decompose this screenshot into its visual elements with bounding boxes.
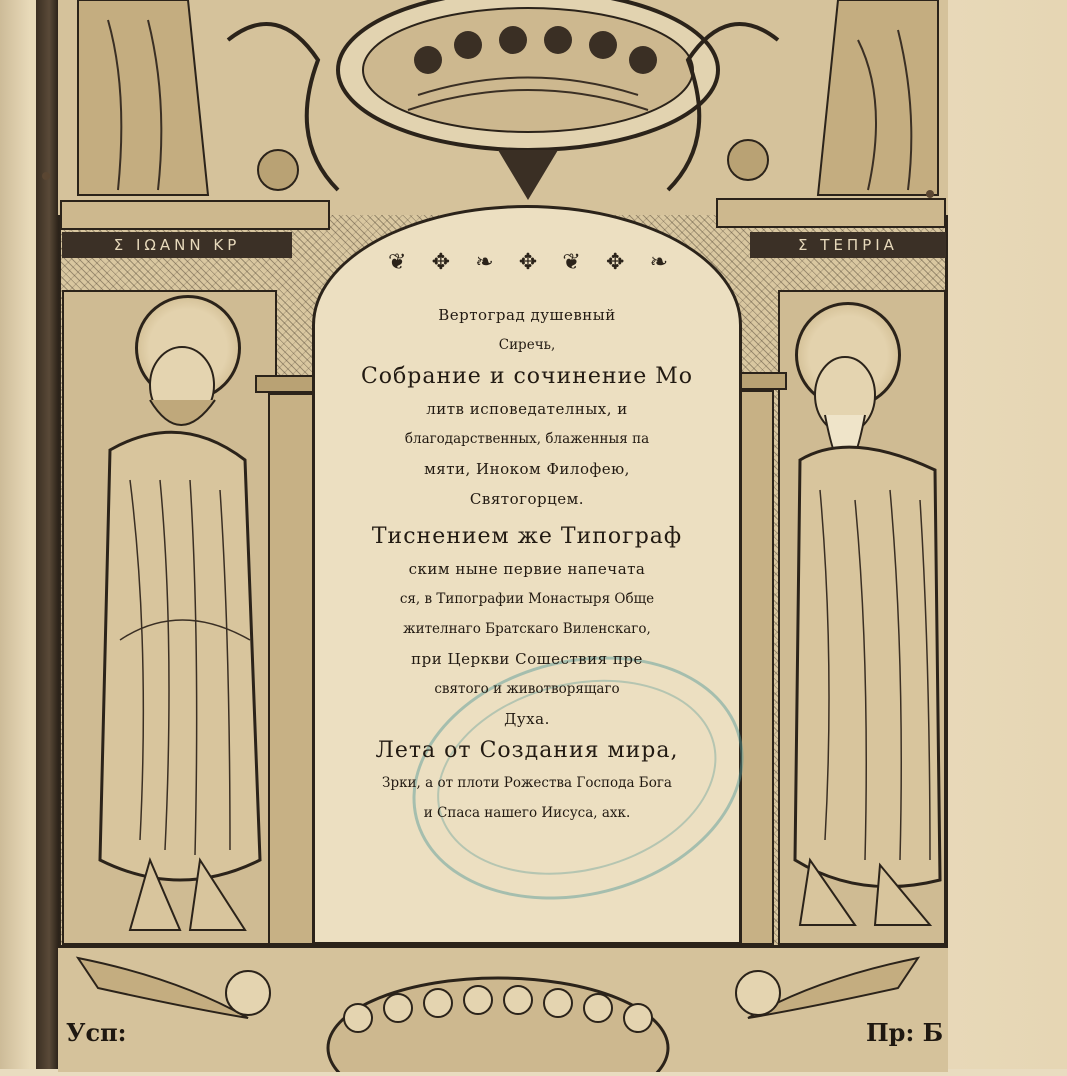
imprint-line: ся, в Типографии Монастыря Обще <box>399 591 655 607</box>
top-engraving-illustration <box>58 0 948 215</box>
arch-ornament-band <box>388 246 668 278</box>
left-lintel-label: Σ ΙΩΑΝΝ ΚΡ <box>62 232 292 258</box>
ornament-flourish-icon: ✥ <box>431 249 451 275</box>
title-line: Святогорцем. <box>469 490 585 508</box>
ornament-flourish-icon: ✥ <box>518 249 538 275</box>
imprint-line: ским ныне первие напечата <box>408 560 646 578</box>
title-line: литв исповедателных, и <box>426 400 628 418</box>
left-lintel <box>60 200 330 230</box>
title-text-block <box>328 300 726 828</box>
left-column <box>268 393 318 945</box>
wormhole-mark <box>42 172 50 180</box>
date-line: Лета от Создания мира, <box>375 738 679 763</box>
title-line: мяти, Иноком Филофею, <box>424 460 630 478</box>
imprint-line: Тиснением же Типограф <box>371 524 683 549</box>
ornament-flourish-icon: ❧ <box>475 249 494 275</box>
ornament-flourish-icon: ❧ <box>649 249 668 275</box>
signature-mark-right: Пр: Б <box>866 1018 944 1047</box>
ornament-flourish-icon: ❦ <box>388 249 407 275</box>
title-line: благодарственных, блаженныя па <box>404 431 650 447</box>
title-line: Собрание и сочинение Мо <box>360 364 694 389</box>
bottom-engraving-illustration <box>58 948 948 1072</box>
right-lintel-label: Σ ΤΕΠΡΙΑ <box>750 232 946 258</box>
right-lintel <box>716 198 946 228</box>
date-line: Зрки, а от плоти Рожества Господа Бога <box>382 775 672 791</box>
signature-mark-left: Усп: <box>66 1018 127 1047</box>
top-woodcut-band <box>58 0 948 215</box>
wormhole-mark <box>926 190 934 198</box>
ornament-flourish-icon: ❦ <box>562 249 581 275</box>
book-spine-edge <box>36 0 58 1069</box>
imprint-line: жителнаго Братскаго Виленскаго, <box>403 621 651 637</box>
imprint-line: святого и животворящаго <box>434 681 620 697</box>
imprint-line: Духа. <box>504 710 550 728</box>
right-saint-figure <box>780 340 945 940</box>
title-line: Сиречь, <box>498 337 556 353</box>
date-line: и Спаса нашего Иисуса, ахк. <box>423 805 631 821</box>
imprint-line: при Церкви Сошествия пре <box>411 650 643 668</box>
title-line: Вертоград душевный <box>438 306 616 324</box>
bottom-woodcut-band <box>58 945 948 1069</box>
left-saint-figure <box>70 340 270 940</box>
ornament-flourish-icon: ✥ <box>605 249 625 275</box>
